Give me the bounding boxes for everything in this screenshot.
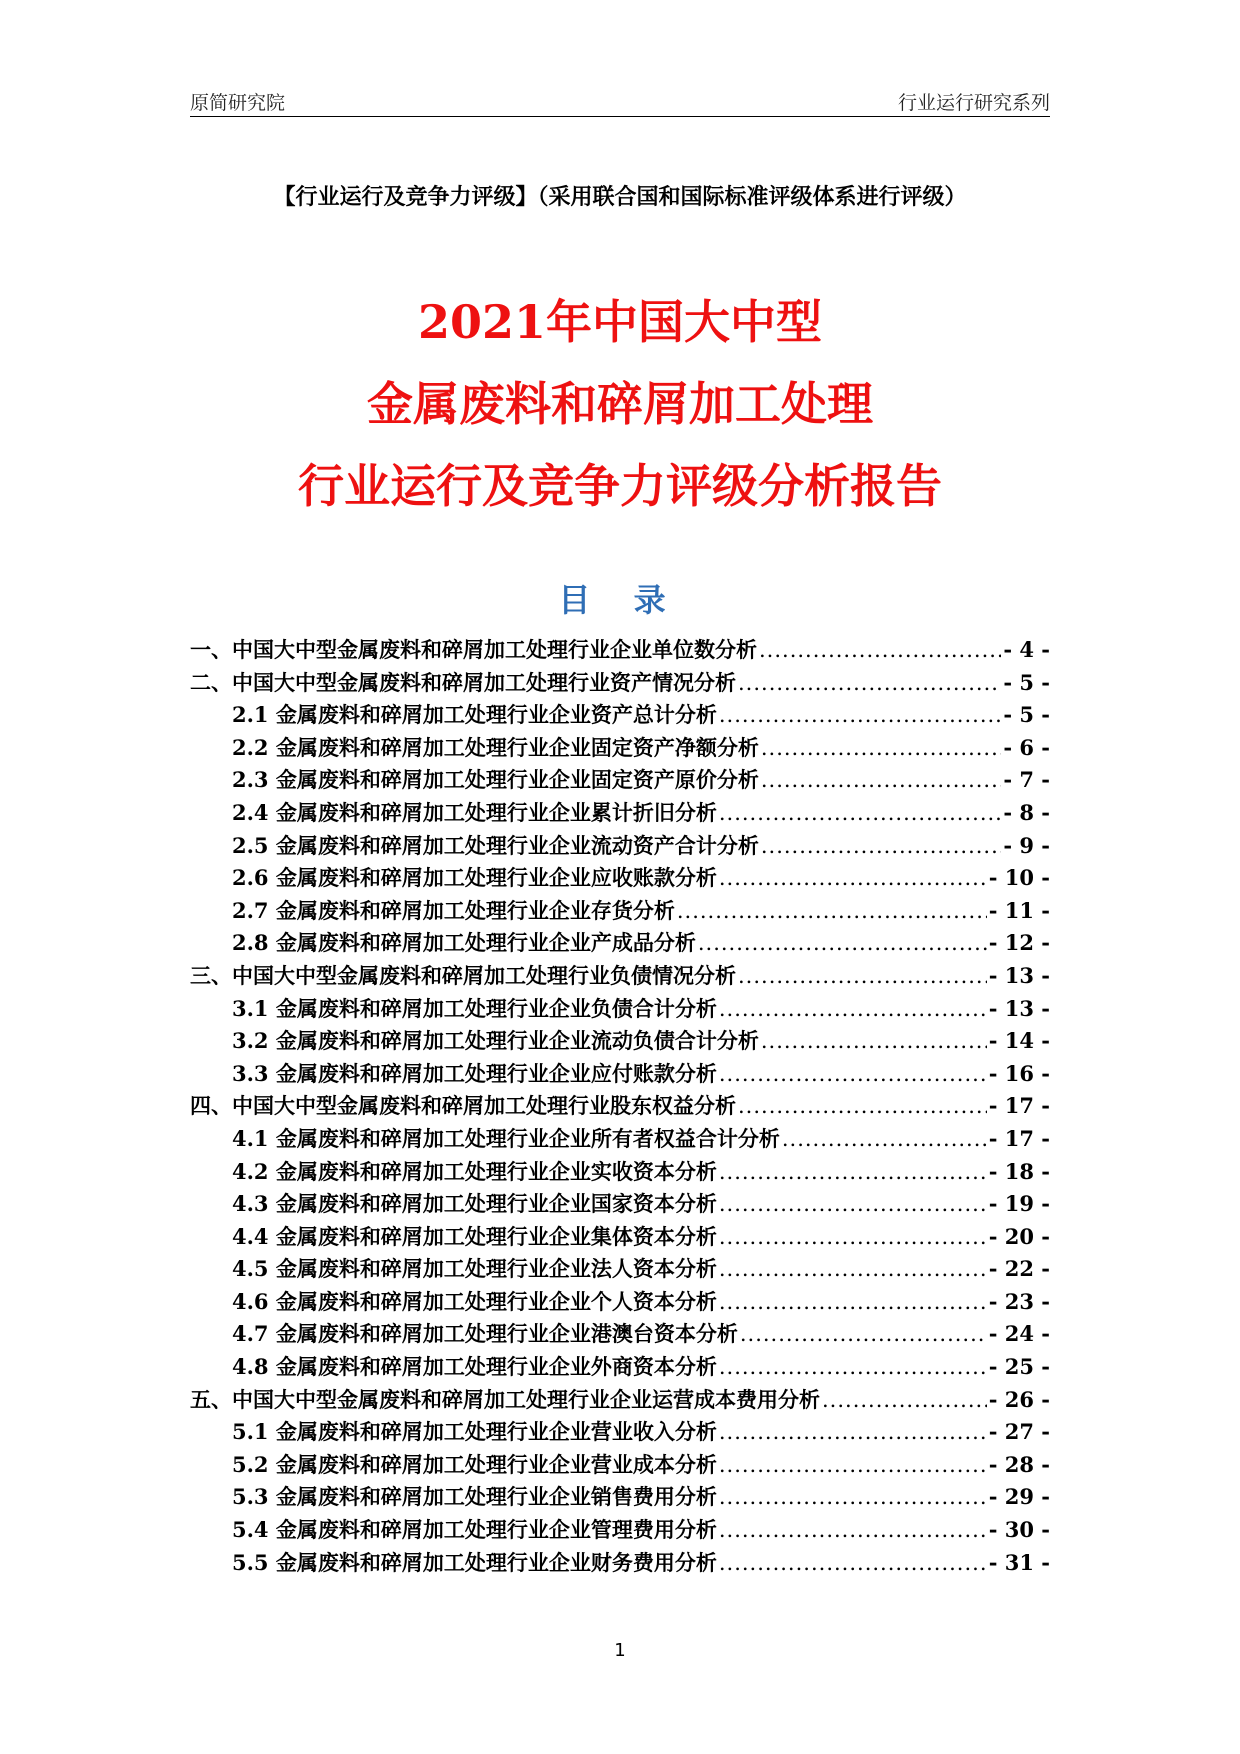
toc-leader-dots — [719, 1286, 987, 1319]
toc-entry-page: - 28 - — [988, 1451, 1050, 1477]
toc-entry-page: - 17 - — [988, 1093, 1050, 1119]
toc-entry[interactable] — [190, 960, 1050, 993]
toc-entry-label: 二、中国大中型金属废料和碎屑加工处理行业资产情况分析 — [190, 669, 736, 695]
toc-entry[interactable] — [190, 1156, 1050, 1189]
toc-entry-label: 4.5 金属废料和碎屑加工处理行业企业法人资本分析 — [232, 1256, 717, 1282]
toc-entry-label: 2.1 金属废料和碎屑加工处理行业企业资产总计分析 — [232, 702, 717, 728]
toc-leader-dots — [719, 1416, 987, 1449]
toc-entry[interactable] — [190, 1547, 1050, 1580]
toc-entry[interactable] — [190, 1123, 1050, 1156]
header-right-text: 行业运行研究系列 — [897, 92, 1050, 114]
toc-entry[interactable] — [190, 732, 1050, 765]
toc-leader-dots — [719, 862, 987, 895]
toc-leader-dots — [738, 960, 987, 993]
toc-entry[interactable] — [190, 1449, 1050, 1482]
toc-entry-page: - 25 - — [988, 1354, 1050, 1380]
toc-leader-dots — [719, 1351, 987, 1384]
toc-entry-label: 2.5 金属废料和碎屑加工处理行业企业流动资产合计分析 — [232, 832, 759, 858]
toc-entry[interactable] — [190, 927, 1050, 960]
toc-leader-dots — [719, 1156, 987, 1189]
toc-entry-label: 一、中国大中型金属废料和碎屑加工处理行业企业单位数分析 — [190, 637, 757, 662]
toc-entry-label: 4.8 金属废料和碎屑加工处理行业企业外商资本分析 — [232, 1354, 717, 1380]
toc-leader-dots — [761, 764, 1001, 797]
footer-page-number: 1 — [614, 1640, 626, 1661]
toc-leader-dots — [761, 830, 1001, 863]
report-title-line-2: 金属废料和碎屑加工处理 — [367, 377, 873, 431]
toc-entry-page: - 9 - — [1003, 832, 1050, 858]
toc-entry-label: 3.3 金属废料和碎屑加工处理行业企业应付账款分析 — [232, 1060, 717, 1086]
toc-leader-dots — [719, 1221, 987, 1254]
toc-entry-label: 5.1 金属废料和碎屑加工处理行业企业营业收入分析 — [232, 1419, 717, 1445]
toc-entry-label: 5.3 金属废料和碎屑加工处理行业企业销售费用分析 — [232, 1484, 717, 1510]
toc-entry-page: - 6 - — [1003, 734, 1050, 760]
toc-entry-page: - 20 - — [988, 1223, 1050, 1249]
toc-entry-label: 4.7 金属废料和碎屑加工处理行业企业港澳台资本分析 — [232, 1321, 738, 1347]
toc-leader-dots — [738, 667, 1001, 700]
toc-entry[interactable] — [190, 1090, 1050, 1123]
toc-leader-dots — [719, 1058, 987, 1091]
toc-entry-page: - 12 - — [988, 930, 1050, 956]
toc-entry[interactable] — [190, 1416, 1050, 1449]
toc-entry[interactable] — [190, 1384, 1050, 1417]
header-left-text: 原简研究院 — [190, 92, 286, 114]
toc-leader-dots — [738, 1090, 987, 1123]
toc-leader-dots — [740, 1318, 987, 1351]
toc-leader-dots — [719, 993, 987, 1026]
toc-leader-dots — [759, 634, 1001, 667]
toc-entry-page: - 16 - — [988, 1060, 1050, 1086]
toc-entry[interactable] — [190, 1481, 1050, 1514]
toc-entry[interactable] — [190, 993, 1050, 1026]
toc-leader-dots — [719, 699, 1001, 732]
toc-entry-page: - 23 - — [988, 1288, 1050, 1314]
toc-entry-label: 2.2 金属废料和碎屑加工处理行业企业固定资产净额分析 — [232, 734, 759, 760]
toc-entry[interactable] — [190, 1058, 1050, 1091]
toc-entry[interactable] — [190, 764, 1050, 797]
toc-entry-page: - 14 - — [988, 1028, 1050, 1054]
toc-leader-dots — [719, 1481, 987, 1514]
toc-entry-label: 5.2 金属废料和碎屑加工处理行业企业营业成本分析 — [232, 1451, 717, 1477]
toc-leader-dots — [719, 1514, 987, 1547]
toc-entry[interactable] — [190, 862, 1050, 895]
toc-entry-label: 四、中国大中型金属废料和碎屑加工处理行业股东权益分析 — [190, 1093, 736, 1119]
toc-entry-page: - 17 - — [988, 1125, 1050, 1151]
report-subtitle: 【行业运行及竞争力评级】（采用联合国和国际标准评级体系进行评级） — [273, 184, 967, 210]
toc-entry-page: - 13 - — [988, 962, 1050, 988]
report-title-line-1: 2021年中国大中型 — [417, 295, 823, 349]
toc-entry-label: 2.8 金属废料和碎屑加工处理行业企业产成品分析 — [232, 930, 696, 956]
toc-entry-page: - 26 - — [988, 1386, 1050, 1412]
header-divider — [190, 116, 1050, 117]
toc-entry-page: - 30 - — [988, 1517, 1050, 1543]
toc-leader-dots — [698, 927, 987, 960]
toc-entry-label: 4.6 金属废料和碎屑加工处理行业企业个人资本分析 — [232, 1288, 717, 1314]
toc-leader-dots — [719, 1547, 987, 1580]
toc-entry-page: - 10 - — [988, 865, 1050, 891]
toc-entry-label: 2.7 金属废料和碎屑加工处理行业企业存货分析 — [232, 897, 675, 923]
toc-entry-page: - 24 - — [988, 1321, 1050, 1347]
toc-heading: 目 录 — [558, 581, 682, 619]
toc-entry[interactable] — [190, 1253, 1050, 1286]
toc-entry[interactable] — [190, 830, 1050, 863]
toc-entry[interactable] — [190, 1318, 1050, 1351]
toc-leader-dots — [677, 895, 987, 928]
toc-leader-dots — [782, 1123, 987, 1156]
toc-entry[interactable] — [190, 797, 1050, 830]
toc-leader-dots — [761, 1025, 987, 1058]
table-of-contents — [190, 634, 1050, 1579]
toc-entry-page: - 8 - — [1003, 799, 1050, 825]
toc-entry[interactable] — [190, 1514, 1050, 1547]
toc-entry[interactable] — [190, 1025, 1050, 1058]
toc-entry-label: 3.1 金属废料和碎屑加工处理行业企业负债合计分析 — [232, 995, 717, 1021]
toc-entry-page: - 27 - — [988, 1419, 1050, 1445]
toc-entry-page: - 19 - — [988, 1191, 1050, 1217]
toc-entry-page: - 5 - — [1003, 669, 1050, 695]
toc-entry[interactable] — [190, 895, 1050, 928]
toc-entry-page: - 4 - — [1003, 637, 1050, 662]
toc-entry-page: - 5 - — [1003, 702, 1050, 728]
toc-entry-label: 2.3 金属废料和碎屑加工处理行业企业固定资产原价分析 — [232, 767, 759, 793]
toc-entry-label: 2.6 金属废料和碎屑加工处理行业企业应收账款分析 — [232, 865, 717, 891]
toc-entry-page: - 22 - — [988, 1256, 1050, 1282]
toc-entry-page: - 18 - — [988, 1158, 1050, 1184]
toc-entry-page: - 13 - — [988, 995, 1050, 1021]
toc-entry-page: - 11 - — [988, 897, 1050, 923]
toc-leader-dots — [719, 1253, 987, 1286]
toc-entry-label: 五、中国大中型金属废料和碎屑加工处理行业企业运营成本费用分析 — [190, 1386, 820, 1412]
toc-entry-label: 5.5 金属废料和碎屑加工处理行业企业财务费用分析 — [232, 1549, 717, 1575]
toc-leader-dots — [719, 1449, 987, 1482]
toc-leader-dots — [761, 732, 1001, 765]
toc-entry-page: - 31 - — [988, 1549, 1050, 1575]
toc-leader-dots — [719, 1188, 987, 1221]
toc-entry[interactable] — [190, 1188, 1050, 1221]
toc-entry-label: 4.3 金属废料和碎屑加工处理行业企业国家资本分析 — [232, 1191, 717, 1217]
report-title-line-3: 行业运行及竞争力评级分析报告 — [298, 459, 942, 513]
toc-entry[interactable] — [190, 1286, 1050, 1319]
toc-entry-label: 4.4 金属废料和碎屑加工处理行业企业集体资本分析 — [232, 1223, 717, 1249]
toc-entry[interactable] — [190, 634, 1050, 667]
toc-entry[interactable] — [190, 1351, 1050, 1384]
toc-entry-page: - 29 - — [988, 1484, 1050, 1510]
toc-entry-label: 3.2 金属废料和碎屑加工处理行业企业流动负债合计分析 — [232, 1028, 759, 1054]
toc-entry-label: 三、中国大中型金属废料和碎屑加工处理行业负债情况分析 — [190, 962, 736, 988]
toc-leader-dots — [719, 797, 1001, 830]
toc-entry[interactable] — [190, 699, 1050, 732]
toc-entry-page: - 7 - — [1003, 767, 1050, 793]
toc-entry-label: 4.2 金属废料和碎屑加工处理行业企业实收资本分析 — [232, 1158, 717, 1184]
toc-entry[interactable] — [190, 1221, 1050, 1254]
toc-entry[interactable] — [190, 667, 1050, 700]
toc-entry-label: 4.1 金属废料和碎屑加工处理行业企业所有者权益合计分析 — [232, 1125, 780, 1151]
toc-entry-label: 5.4 金属废料和碎屑加工处理行业企业管理费用分析 — [232, 1517, 717, 1543]
toc-leader-dots — [822, 1384, 987, 1417]
toc-entry-label: 2.4 金属废料和碎屑加工处理行业企业累计折旧分析 — [232, 799, 717, 825]
